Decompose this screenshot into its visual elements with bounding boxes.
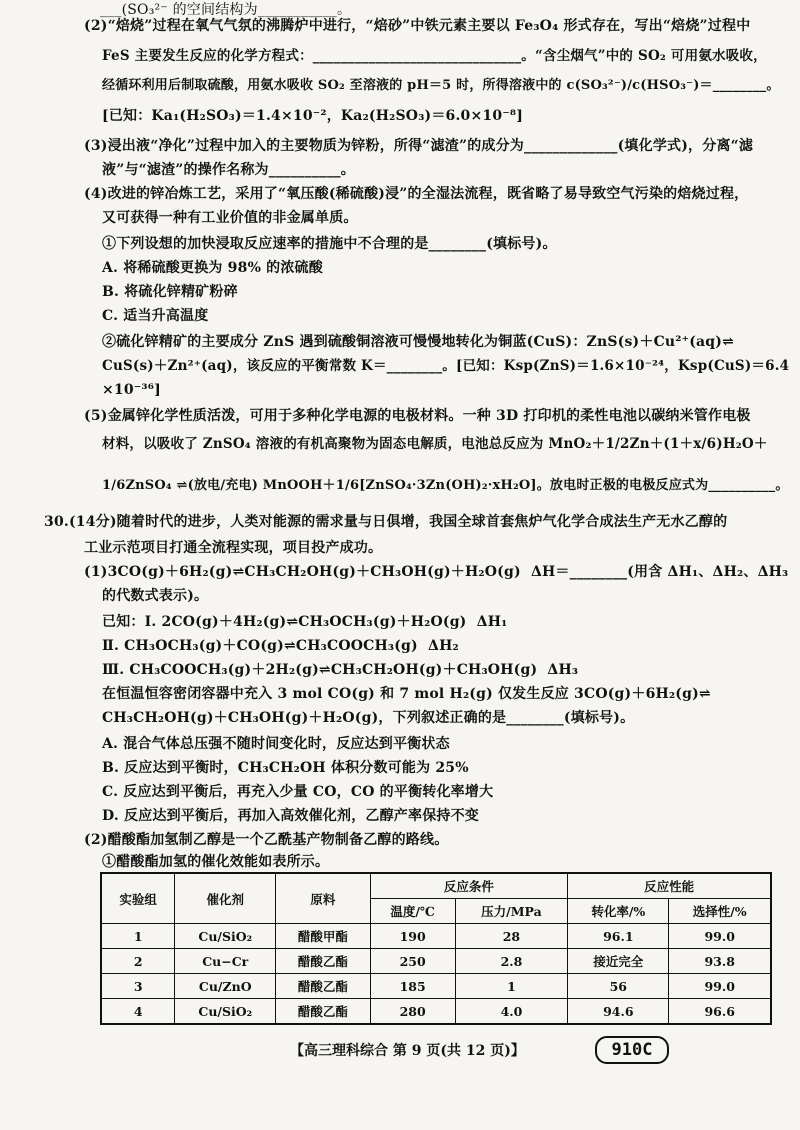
option-a2-line: A. 混合气体总压强不随时间变化时，反应达到平衡状态: [102, 736, 450, 752]
header-temp: 温度/℃: [370, 899, 455, 924]
table-cell: Cu/SiO₂: [175, 924, 276, 949]
table-row: [101, 924, 771, 949]
table-cell: 93.8: [669, 949, 771, 974]
table-cell: 3: [101, 974, 175, 999]
header-selectivity: 选择性/%: [669, 899, 771, 924]
table-cell: 96.6: [669, 999, 771, 1025]
table-cell: Cu−Cr: [175, 949, 276, 974]
reaction-1-line: 已知：Ⅰ. 2CO(g)＋4H₂(g)⇌CH₃OCH₃(g)＋H₂O(g) ΔH₁: [102, 614, 508, 630]
table-cell: Cu/ZnO: [175, 974, 276, 999]
table-cell: 醋酸乙酯: [276, 949, 370, 974]
table-cell: 99.0: [669, 974, 771, 999]
header-material: 原料: [276, 873, 370, 924]
text-line-2: FeS 主要发生反应的化学方程式：______________________________。“含尘烟气”中的 SO₂ 可用氨水吸收，: [102, 48, 767, 64]
header-pressure: 压力/MPa: [455, 899, 568, 924]
table-cell: 醋酸乙酯: [276, 999, 370, 1025]
text-line-7: (4)改进的锌冶炼工艺，采用了“氧压酸(稀硫酸)浸”的全湿法流程，既省略了易导致空气污染的焙烧过程，: [84, 186, 749, 202]
text-line-18: 1/6ZnSO₄ ⇌(放电/充电) MnOOH＋1/6[ZnSO₄·3Zn(OH)₂·xH₂O]。放电时正极的电极反应式为__________。: [102, 478, 789, 493]
text-line-20: 工业示范项目打通全流程实现，项目投产成功。: [84, 540, 383, 556]
text-line-33: ①醋酸酯加氢的催化效能如表所示。: [102, 854, 330, 870]
header-conversion: 转化率/%: [568, 899, 669, 924]
table-cell: 4.0: [455, 999, 568, 1025]
question-30-heading: 30.(14分)随着时代的进步，人类对能源的需求量与日俱增，我国全球首套焦炉气化学合成法生产无水乙醇的: [44, 514, 728, 530]
table-cell: 56: [568, 974, 669, 999]
reaction-3-line: Ⅲ. CH₃COOCH₃(g)＋2H₂(g)⇌CH₃CH₂OH(g)＋CH₃OH(g) ΔH₃: [102, 662, 579, 678]
reaction-2-line: Ⅱ. CH₃OCH₃(g)＋CO(g)⇌CH₃COOCH₃(g) ΔH₂: [102, 638, 459, 654]
option-b-line: B. 将硫化锌精矿粉碎: [102, 284, 238, 300]
table-row: [101, 999, 771, 1025]
table-cell: 94.6: [568, 999, 669, 1025]
option-c2-line: C. 反应达到平衡后，再充入少量 CO，CO 的平衡转化率增大: [102, 784, 494, 800]
exam-code-badge: 910C: [595, 1036, 669, 1064]
table-cell: 醋酸乙酯: [276, 974, 370, 999]
table-cell: 4: [101, 999, 175, 1025]
text-line-5: (3)浸出液“净化”过程中加入的主要物质为锌粉，所得“滤渣”的成分为_____________(填化学式)，分离“滤: [84, 138, 754, 154]
header-performance: 反应性能: [568, 873, 771, 899]
table-cell: 185: [370, 974, 455, 999]
option-d2-line: D. 反应达到平衡后，再加入高效催化剂，乙醇产率保持不变: [102, 808, 479, 824]
table-cell: 2: [101, 949, 175, 974]
header-group: 实验组: [101, 873, 175, 924]
header-catalyst: 催化剂: [175, 873, 276, 924]
text-line-9: ①下列设想的加快浸取反应速率的措施中不合理的是________(填标号)。: [102, 236, 557, 252]
table-cell: 1: [455, 974, 568, 999]
option-b2-line: B. 反应达到平衡时，CH₃CH₂OH 体积分数可能为 25%: [102, 760, 469, 776]
table-cell: 1: [101, 924, 175, 949]
table-cell: 醋酸甲酯: [276, 924, 370, 949]
text-line-27: CH₃CH₂OH(g)＋CH₃OH(g)＋H₂O(g)，下列叙述正确的是________(填标号)。: [102, 710, 635, 726]
catalyst-performance-table: [100, 872, 772, 1025]
header-conditions: 反应条件: [370, 873, 568, 899]
table-cell: 250: [370, 949, 455, 974]
text-line-17: 材料，以吸收了 ZnSO₄ 溶液的有机高聚物为固态电解质，电池总反应为 MnO₂＋1/2Zn＋(1＋x/6)H₂O＋: [102, 436, 768, 452]
table-row: [101, 974, 771, 999]
table-cell: 28: [455, 924, 568, 949]
text-line-3: 经循环利用后制取硫酸，用氨水吸收 SO₂ 至溶液的 pH＝5 时，所得溶液中的 c(SO₃²⁻)/c(HSO₃⁻)＝________。: [102, 78, 780, 93]
text-line-4: [已知：Ka₁(H₂SO₃)＝1.4×10⁻²，Ka₂(H₂SO₃)＝6.0×10⁻⁸]: [102, 108, 524, 124]
text-line-14: CuS(s)＋Zn²⁺(aq)，该反应的平衡常数 K＝________。[已知：Ksp(ZnS)＝1.6×10⁻²⁴，Ksp(CuS)＝6.4: [102, 358, 790, 374]
table-cell: Cu/SiO₂: [175, 999, 276, 1025]
table-cell: 99.0: [669, 924, 771, 949]
text-line-8: 又可获得一种有工业价值的非金属单质。: [102, 210, 358, 226]
table-cell: 190: [370, 924, 455, 949]
text-line-32: (2)醋酸酯加氢制乙醇是一个乙酰基产物制备乙醇的路线。: [84, 832, 449, 848]
text-line-15: ×10⁻³⁶]: [102, 382, 161, 398]
table-row: [101, 949, 771, 974]
table-cell: 接近完全: [568, 949, 669, 974]
table-cell: 96.1: [568, 924, 669, 949]
text-line-0: ___(SO₃²⁻ 的空间结构为___________。: [100, 2, 352, 18]
option-a-line: A. 将稀硫酸更换为 98% 的浓硫酸: [102, 260, 323, 276]
text-line-16: (5)金属锌化学性质活泼，可用于多种化学电源的电极材料。一种 3D 打印机的柔性电池以碳纳米管作电极: [84, 408, 751, 424]
page-footer: 【高三理科综合 第 9 页(共 12 页)】: [290, 1043, 525, 1059]
text-line-26: 在恒温恒容密闭容器中充入 3 mol CO(g) 和 7 mol H₂(g) 仅发生反应 3CO(g)＋6H₂(g)⇌: [102, 686, 711, 702]
text-line-22: 的代数式表示)。: [102, 588, 209, 604]
table-cell: 2.8: [455, 949, 568, 974]
text-line-6: 液”与“滤渣”的操作名称为__________。: [102, 162, 355, 178]
table-cell: 280: [370, 999, 455, 1025]
text-line-1: (2)“焙烧”过程在氧气气氛的沸腾炉中进行，“焙砂”中铁元素主要以 Fe₃O₄ 形式存在，写出“焙烧”过程中: [84, 18, 751, 34]
text-line-13: ②硫化锌精矿的主要成分 ZnS 遇到硫酸铜溶液可慢慢地转化为铜蓝(CuS)：ZnS(s)＋Cu²⁺(aq)⇌: [102, 334, 735, 350]
option-c-line: C. 适当升高温度: [102, 308, 209, 324]
text-line-21: (1)3CO(g)＋6H₂(g)⇌CH₃CH₂OH(g)＋CH₃OH(g)＋H₂O(g) ΔH＝________(用含 ΔH₁、ΔH₂、ΔH₃: [84, 564, 789, 580]
